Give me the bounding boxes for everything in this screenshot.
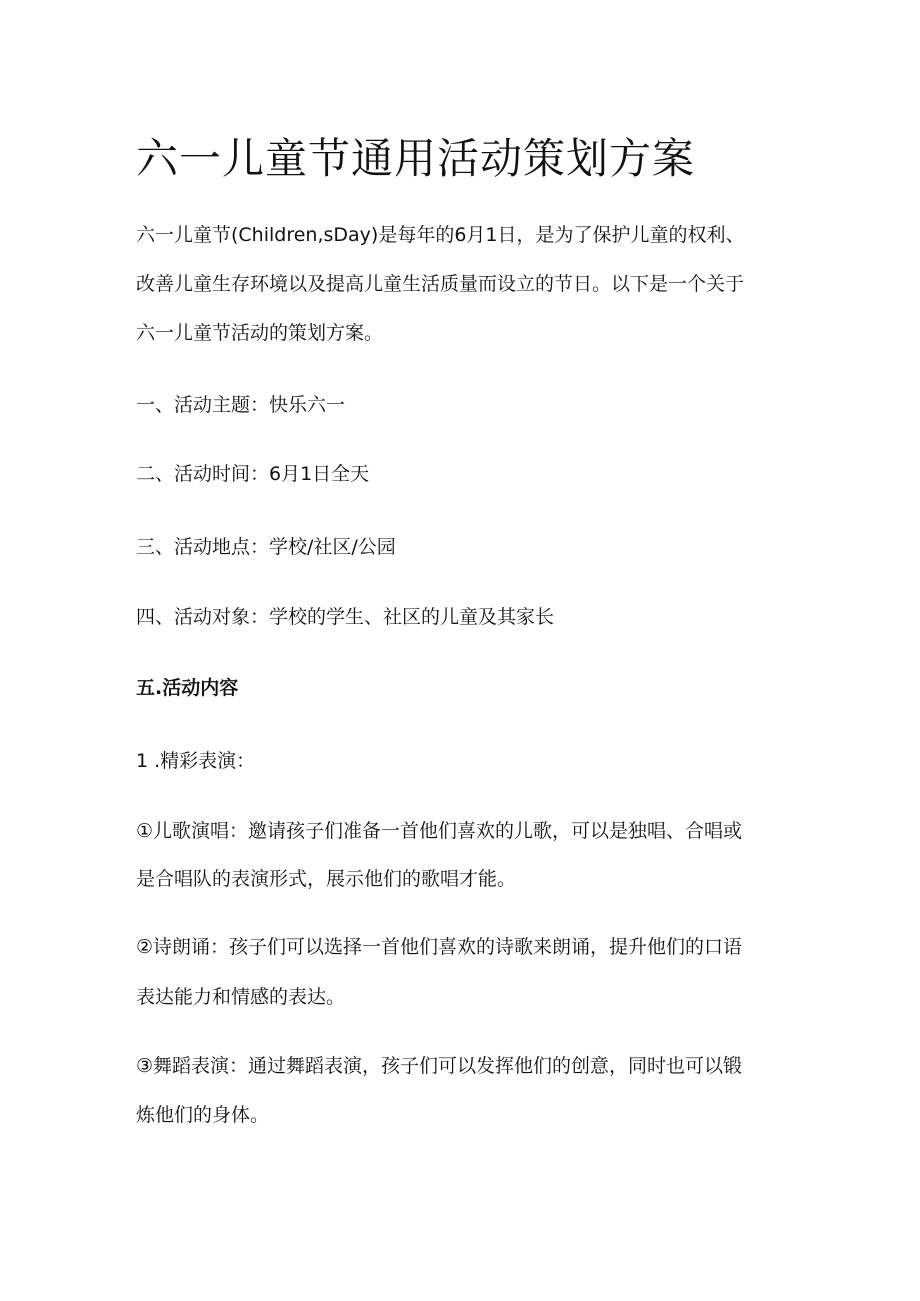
- intro-line-3: 六一儿童节活动的策划方案。: [136, 322, 384, 344]
- performance-item-1-line-2: 是合唱队的表演形式，展示他们的歌唱才能。: [136, 868, 517, 890]
- section-time: 二、活动时间：6月1日全天: [136, 463, 370, 485]
- document-title: 六一儿童节通用活动策划方案: [136, 134, 696, 183]
- section-theme: 一、活动主题：快乐六一: [136, 394, 346, 416]
- section-content-heading: 五.活动内容: [136, 677, 239, 699]
- section-location: 三、活动地点：学校/社区/公园: [136, 536, 396, 558]
- performance-item-3-line-2: 炼他们的身体。: [136, 1104, 270, 1126]
- intro-line-2: 改善儿童生存环境以及提高儿童生活质量而设立的节日。以下是一个关于: [136, 273, 745, 295]
- performance-item-2-line-1: ②诗朗诵：孩子们可以选择一首他们喜欢的诗歌来朗诵，提升他们的口语: [136, 936, 743, 958]
- intro-line-1: 六一儿童节(Children,sDay)是每年的6月1日，是为了保护儿童的权利、: [136, 224, 745, 246]
- performance-item-1-line-1: ①儿歌演唱：邀请孩子们准备一首他们喜欢的儿歌，可以是独唱、合唱或: [136, 820, 743, 842]
- performance-item-3-line-1: ③舞蹈表演：通过舞蹈表演，孩子们可以发挥他们的创意，同时也可以锻: [136, 1055, 743, 1077]
- performance-item-2-line-2: 表达能力和情感的表达。: [136, 986, 346, 1008]
- performance-heading: 1 .精彩表演：: [136, 750, 256, 772]
- section-audience: 四、活动对象：学校的学生、社区的儿童及其家长: [136, 606, 555, 628]
